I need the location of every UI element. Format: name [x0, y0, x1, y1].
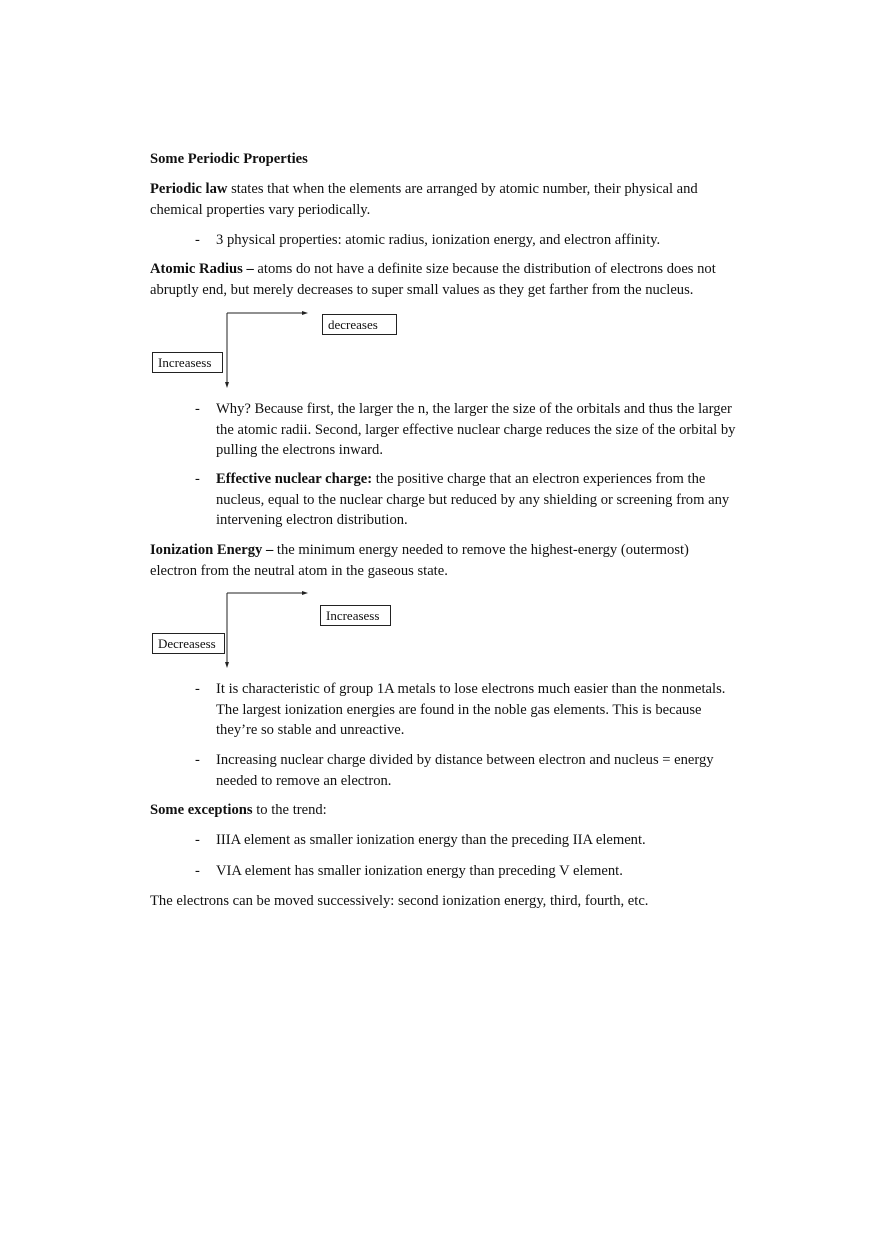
exception-item: - IIIA element as smaller ionization energy than the preceding IIA element. — [195, 832, 646, 848]
exception-item: - VIA element has smaller ionization energy than preceding V element. — [195, 863, 623, 879]
periodic-law-paragraph — [150, 179, 735, 220]
enc-text: the positive charge that an electron experiences from the nucleus, equal to the nuclear charge but reduced by any shielding or screening from any intervening electron distribution. — [216, 471, 730, 528]
nuclear-charge-bullet: - Increasing nuclear charge divided by distance between electron and nucleus = energy needed to remove an electron. — [195, 752, 714, 789]
down-arrow-head — [225, 662, 229, 668]
atomic-radius-trend-diagram — [150, 306, 410, 392]
atomic-radius-down-label: Increasess — [152, 352, 223, 373]
periodic-law-text: states that when the elements are arranged by atomic number, their physical and chemical properties vary periodically. — [150, 181, 698, 218]
ionization-energy-trend-diagram — [150, 586, 410, 672]
across-arrow-head — [302, 591, 308, 595]
trend-arrows — [150, 586, 410, 672]
ionization-down-label: Decreasess — [152, 633, 225, 654]
periodic-law-term: Periodic law — [150, 181, 228, 197]
exceptions-heading — [150, 800, 735, 821]
ionization-energy-text: the minimum energy needed to remove the highest-energy (outermost) electron from the neutral atom in the gaseous state. — [150, 542, 689, 579]
exceptions-text: to the trend: — [252, 802, 327, 818]
across-arrow-head — [302, 311, 308, 315]
atomic-radius-across-label: decreases — [322, 314, 397, 335]
effective-nuclear-charge-bullet: - Effective nuclear charge: the positive charge that an electron experiences from the nucleus, equal to the nuclear charge but reduced by any shielding or screening from any intervening electron distribution. — [195, 471, 730, 528]
atomic-radius-term: Atomic Radius – — [150, 261, 254, 277]
page-title: Some Periodic Properties — [150, 151, 308, 167]
why-bullet: - Why? Because first, the larger the n, the larger the size of the orbitals and thus the larger the atomic radii. Second, larger effective nuclear charge reduces the size of the orbital by pulling the electrons inward. — [195, 401, 736, 458]
down-arrow-head — [225, 382, 229, 388]
ionization-across-label: Increasess — [320, 605, 391, 626]
atomic-radius-paragraph — [150, 259, 735, 300]
physical-properties-bullet: - 3 physical properties: atomic radius, ionization energy, and electron affinity. — [195, 232, 661, 248]
group-1a-bullet: - It is characteristic of group 1A metals to lose electrons much easier than the nonmetals. The largest ionization energies are found in the noble gas elements. This is because they’re so stable and unreactive. — [195, 681, 726, 738]
ionization-energy-paragraph — [150, 540, 735, 581]
atomic-radius-text: atoms do not have a definite size because the distribution of electrons does not abruptly end, but merely decreases to super small values as they get farther from the nucleus. — [150, 261, 716, 298]
enc-term: Effective nuclear charge: — [216, 471, 373, 487]
ionization-energy-term: Ionization Energy – — [150, 542, 274, 558]
closing-paragraph: The electrons can be moved successively: second ionization energy, third, fourth, etc. — [150, 893, 649, 909]
exceptions-term: Some exceptions — [150, 802, 253, 818]
